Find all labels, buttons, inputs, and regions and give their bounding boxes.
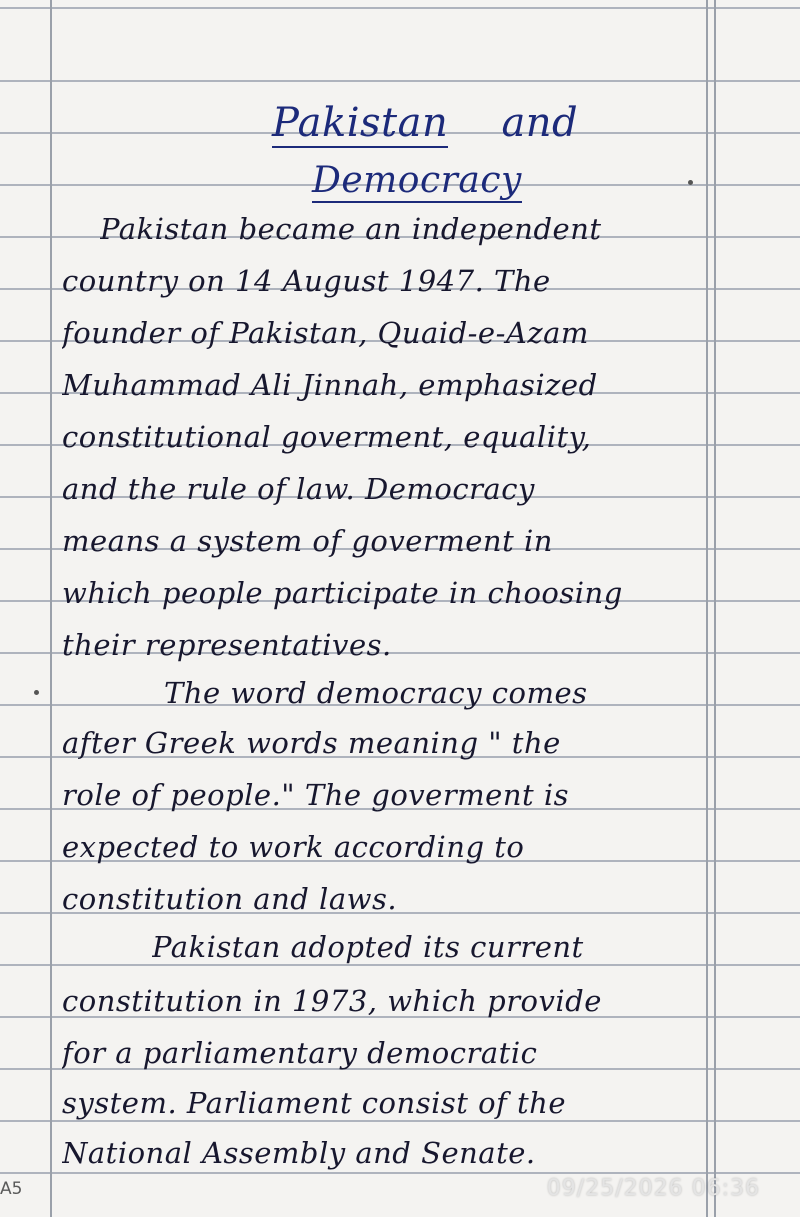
page-size-label: A5 [0,1179,23,1199]
text-line: role of people." The goverment is [62,778,570,812]
text-line: which people participate in choosing [62,576,623,610]
title-word-democracy: Democracy [312,160,522,201]
text-line: country on 14 August 1947. The [62,264,551,298]
ink-dot [34,690,39,695]
text-line: National Assembly and Senate. [62,1136,536,1170]
title-word-and: and [501,100,579,146]
title-line-2 [312,160,522,201]
text-line: constitutional goverment, equality, [62,420,592,454]
title-word-pakistan: Pakistan [272,100,449,146]
text-line: The word democracy comes [164,676,588,710]
text-line: after Greek words meaning " the [62,726,561,760]
text-line: Muhammad Ali Jinnah, emphasized [62,368,598,402]
left-margin-line [50,0,52,1217]
text-line: and the rule of law. Democracy [62,472,535,506]
text-line: constitution and laws. [62,882,398,916]
text-line: Pakistan became an independent [100,212,602,246]
title-line-1 [272,100,578,146]
text-line: their representatives. [62,628,392,662]
text-line: constitution in 1973, which provide [62,984,602,1018]
text-line: means a system of goverment in [62,524,553,558]
photo-timestamp: 09/25/2026 06:36 [546,1176,760,1201]
text-line: for a parliamentary democratic [62,1036,538,1070]
ink-dot [688,180,693,185]
text-line: founder of Pakistan, Quaid-e-Azam [62,316,589,350]
text-line: expected to work according to [62,830,525,864]
text-line: Pakistan adopted its current [152,930,584,964]
text-line: system. Parliament consist of the [62,1086,567,1120]
